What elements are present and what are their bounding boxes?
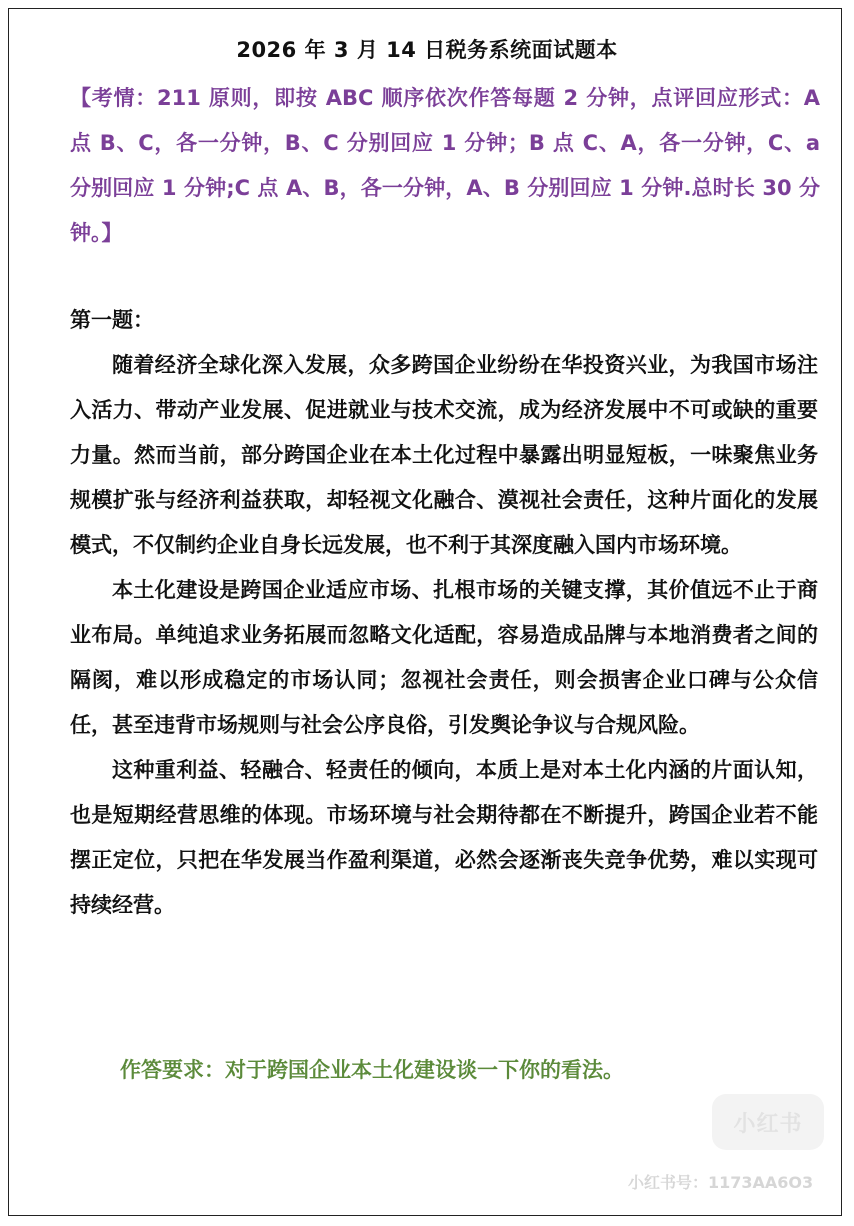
document-title: 2026 年 3 月 14 日税务系统面试题本 [236,38,618,62]
answer-requirement: 作答要求：对于跨国企业本土化建设谈一下你的看法。 [120,1058,624,1082]
xiaohongshu-watermark-logo: 小红书 [712,1094,824,1150]
xiaohongshu-watermark-id: 小红书号：1173AA6O3 [628,1173,814,1192]
question-body [70,343,818,928]
exam-rules-note: 【考情：211 原则，即按 ABC 顺序依次作答每题 2 分钟，点评回应形式：A 点 B、C，各一分钟，B、C 分别回应 1 分钟；B 点 C、A，各一分钟，C、a 分别回应 1 分钟;C 点 A、B，各一分钟，A、B 分别回应 1 分钟.总时长 30 分钟。】 [70,86,820,245]
paragraph-1: 随着经济全球化深入发展，众多跨国企业纷纷在华投资兴业，为我国市场注入活力、带动产业发展、促进就业与技术交流，成为经济发展中不可或缺的重要力量。然而当前，部分跨国企业在本土化过程中暴露出明显短板，一味聚焦业务规模扩张与经济利益获取，却轻视文化融合、漠视社会责任，这种片面化的发展模式，不仅制约企业自身长远发展，也不利于其深度融入国内市场环境。 [70,353,818,557]
question-heading: 第一题： [70,308,154,332]
paragraph-3: 这种重利益、轻融合、轻责任的倾向，本质上是对本土化内涵的片面认知，也是短期经营思维的体现。市场环境与社会期待都在不断提升，跨国企业若不能摆正定位，只把在华发展当作盈利渠道，必然会逐渐丧失竞争优势，难以实现可持续经营。 [70,758,818,917]
paragraph-2: 本土化建设是跨国企业适应市场、扎根市场的关键支撑，其价值远不止于商业布局。单纯追求业务拓展而忽略文化适配，容易造成品牌与本地消费者之间的隔阂，难以形成稳定的市场认同；忽视社会责任，则会损害企业口碑与公众信任，甚至违背市场规则与社会公序良俗，引发舆论争议与合规风险。 [70,578,818,737]
